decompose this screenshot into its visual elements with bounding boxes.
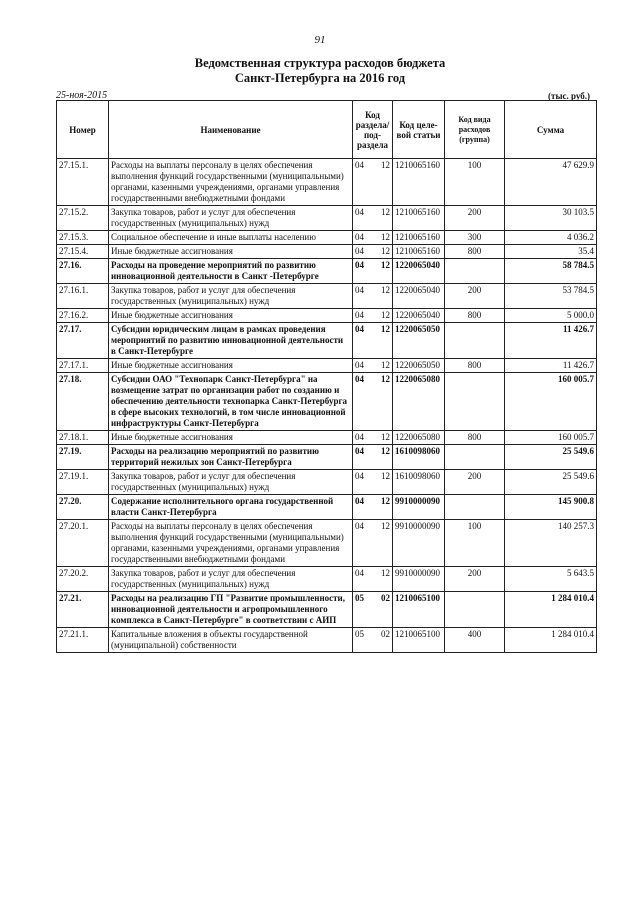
header-number: Номер (57, 101, 109, 159)
row-article-code: 1220065040 (393, 284, 445, 309)
row-number: 27.17.1. (57, 359, 109, 373)
row-article-code: 1610098060 (393, 445, 445, 470)
row-expense-type: 100 (445, 520, 505, 567)
row-expense-type: 800 (445, 245, 505, 259)
table-row (57, 231, 597, 245)
row-article-code: 9910000090 (393, 567, 445, 592)
row-name: Содержание исполнительного органа государственной власти Санкт-Петербурга (109, 495, 353, 520)
row-article-code: 1210065160 (393, 206, 445, 231)
section-code: 04 (355, 324, 364, 334)
row-article-code: 1210065100 (393, 592, 445, 628)
row-sum: 58 784.5 (505, 259, 597, 284)
budget-table (56, 100, 597, 653)
row-name: Расходы на реализацию мероприятий по развитию территорий нежилых зон Санкт-Петербурга (109, 445, 353, 470)
row-article-code: 1210065100 (393, 628, 445, 653)
row-section-code (353, 567, 393, 592)
row-name: Закупка товаров, работ и услуг для обеспечения государственных (муниципальных) нужд (109, 284, 353, 309)
header-section-code: Код раздела/ под-раздела (353, 101, 393, 159)
row-section-code (353, 259, 393, 284)
subsection-code: 12 (381, 246, 390, 256)
section-code: 04 (355, 521, 364, 531)
subsection-code: 12 (381, 160, 390, 170)
row-section-code (353, 206, 393, 231)
row-expense-type: 200 (445, 206, 505, 231)
row-article-code: 9910000090 (393, 495, 445, 520)
row-number: 27.15.3. (57, 231, 109, 245)
row-sum: 4 036.2 (505, 231, 597, 245)
row-expense-type: 800 (445, 359, 505, 373)
header-name: Наименование (109, 101, 353, 159)
subsection-code: 12 (381, 471, 390, 481)
subsection-code: 12 (381, 432, 390, 442)
row-name: Закупка товаров, работ и услуг для обеспечения государственных (муниципальных) нужд (109, 567, 353, 592)
section-code: 04 (355, 360, 364, 370)
subsection-code: 12 (381, 285, 390, 295)
row-sum: 5 643.5 (505, 567, 597, 592)
row-name: Иные бюджетные ассигнования (109, 245, 353, 259)
row-section-code (353, 470, 393, 495)
table-header-row (57, 101, 597, 159)
subsection-code: 12 (381, 374, 390, 384)
row-name: Субсидии ОАО "Технопарк Санкт-Петербурга" на возмещение затрат по организации работ по созданию и обеспечению деятельности технопарка Санкт-Петербурга в сфере высоких технологий, в том числе инновационной инфраструктуры Санкт-Петербурга (109, 373, 353, 431)
row-name: Капитальные вложения в объекты государственной (муниципальной) собственности (109, 628, 353, 653)
row-sum: 11 426.7 (505, 323, 597, 359)
row-number: 27.21.1. (57, 628, 109, 653)
row-expense-type (445, 323, 505, 359)
table-row (57, 592, 597, 628)
row-name: Закупка товаров, работ и услуг для обеспечения государственных (муниципальных) нужд (109, 470, 353, 495)
table-row (57, 628, 597, 653)
table-row (57, 245, 597, 259)
row-name: Расходы на выплаты персоналу в целях обеспечения выполнения функций государственными (муниципальными) органами, казенными учреждениями, органами управления государственными внебюджетными фондами (109, 159, 353, 206)
row-number: 27.16. (57, 259, 109, 284)
subsection-code: 12 (381, 446, 390, 456)
table-row (57, 309, 597, 323)
row-article-code: 1220065050 (393, 323, 445, 359)
section-code: 04 (355, 260, 364, 270)
row-sum: 140 257.3 (505, 520, 597, 567)
table-row (57, 445, 597, 470)
row-name: Расходы на реализацию ГП "Развитие промышленности, инновационной деятельности и агропромышленного комплекса в Санкт-Петербурге" в соответствии с АИП (109, 592, 353, 628)
table-row (57, 373, 597, 431)
row-expense-type (445, 495, 505, 520)
subsection-code: 12 (381, 260, 390, 270)
row-number: 27.16.2. (57, 309, 109, 323)
row-number: 27.19. (57, 445, 109, 470)
table-row (57, 431, 597, 445)
row-expense-type: 200 (445, 284, 505, 309)
row-number: 27.15.4. (57, 245, 109, 259)
table-row (57, 159, 597, 206)
row-section-code (353, 592, 393, 628)
row-number: 27.21. (57, 592, 109, 628)
row-article-code: 1220065040 (393, 309, 445, 323)
title-line-2: Санкт-Петербурга на 2016 год (234, 71, 406, 85)
row-sum: 1 284 010.4 (505, 592, 597, 628)
table-row (57, 495, 597, 520)
row-sum: 25 549.6 (505, 445, 597, 470)
row-number: 27.17. (57, 323, 109, 359)
row-section-code (353, 495, 393, 520)
row-name: Иные бюджетные ассигнования (109, 309, 353, 323)
row-article-code: 1210065160 (393, 159, 445, 206)
row-article-code: 1220065080 (393, 431, 445, 445)
table-row (57, 470, 597, 495)
header-article-code: Код целе-вой статьи (393, 101, 445, 159)
subsection-code: 12 (381, 207, 390, 217)
row-section-code (353, 520, 393, 567)
table-row (57, 359, 597, 373)
title-line-1: Ведомственная структура расходов бюджета (194, 56, 446, 70)
row-article-code: 9910000090 (393, 520, 445, 567)
section-code: 04 (355, 207, 364, 217)
row-expense-type: 300 (445, 231, 505, 245)
row-expense-type (445, 259, 505, 284)
section-code: 04 (355, 246, 364, 256)
row-article-code: 1610098060 (393, 470, 445, 495)
row-number: 27.18.1. (57, 431, 109, 445)
row-expense-type: 400 (445, 628, 505, 653)
row-sum: 25 549.6 (505, 470, 597, 495)
subsection-code: 12 (381, 568, 390, 578)
row-section-code (353, 373, 393, 431)
row-section-code (353, 431, 393, 445)
section-code: 04 (355, 232, 364, 242)
row-number: 27.15.2. (57, 206, 109, 231)
section-code: 04 (355, 160, 364, 170)
section-code: 04 (355, 496, 364, 506)
row-section-code (353, 231, 393, 245)
subsection-code: 12 (381, 360, 390, 370)
table-row (57, 520, 597, 567)
subsection-code: 12 (381, 521, 390, 531)
subsection-code: 02 (381, 629, 390, 639)
subsection-code: 12 (381, 324, 390, 334)
row-article-code: 1220065040 (393, 259, 445, 284)
row-section-code (353, 284, 393, 309)
units-label: (тыс. руб.) (548, 91, 590, 101)
row-number: 27.18. (57, 373, 109, 431)
row-name: Расходы на проведение мероприятий по развитию инновационной деятельности в Санкт -Петербурге (109, 259, 353, 284)
section-code: 05 (355, 593, 364, 603)
page-number: 91 (314, 34, 326, 46)
section-code: 04 (355, 471, 364, 481)
row-sum: 160 005.7 (505, 373, 597, 431)
row-name: Социальное обеспечение и иные выплаты населению (109, 231, 353, 245)
row-expense-type (445, 445, 505, 470)
row-name: Иные бюджетные ассигнования (109, 431, 353, 445)
subsection-code: 02 (381, 593, 390, 603)
row-sum: 5 000.0 (505, 309, 597, 323)
section-code: 05 (355, 629, 364, 639)
document-date: 25-ноя-2015 (56, 90, 108, 101)
row-article-code: 1220065050 (393, 359, 445, 373)
row-sum: 53 784.5 (505, 284, 597, 309)
row-expense-type (445, 373, 505, 431)
row-sum: 1 284 010.4 (505, 628, 597, 653)
row-sum: 11 426.7 (505, 359, 597, 373)
row-article-code: 1210065160 (393, 231, 445, 245)
row-sum: 47 629.9 (505, 159, 597, 206)
table-row (57, 284, 597, 309)
row-number: 27.20.2. (57, 567, 109, 592)
row-expense-type: 800 (445, 309, 505, 323)
row-section-code (353, 245, 393, 259)
row-section-code (353, 628, 393, 653)
row-name: Иные бюджетные ассигнования (109, 359, 353, 373)
row-expense-type (445, 592, 505, 628)
row-article-code: 1220065080 (393, 373, 445, 431)
row-sum: 145 900.8 (505, 495, 597, 520)
row-section-code (353, 309, 393, 323)
table-row (57, 206, 597, 231)
row-name: Закупка товаров, работ и услуг для обеспечения государственных (муниципальных) нужд (109, 206, 353, 231)
row-section-code (353, 159, 393, 206)
header-expense-type: Код вида расходов (группа) (445, 101, 505, 159)
row-number: 27.16.1. (57, 284, 109, 309)
section-code: 04 (355, 374, 364, 384)
section-code: 04 (355, 310, 364, 320)
table-row (57, 567, 597, 592)
row-name: Расходы на выплаты персоналу в целях обеспечения выполнения функций государственными (муниципальными) органами, казенными учреждениями, органами управления государственными внебюджетными фондами (109, 520, 353, 567)
row-section-code (353, 445, 393, 470)
header-sum: Сумма (505, 101, 597, 159)
section-code: 04 (355, 568, 364, 578)
row-name: Субсидии юридическим лицам в рамках проведения мероприятий по развитию инновационной деятельности в Санкт-Петербурге (109, 323, 353, 359)
row-section-code (353, 323, 393, 359)
row-article-code: 1210065160 (393, 245, 445, 259)
table-row (57, 259, 597, 284)
row-expense-type: 200 (445, 470, 505, 495)
page-title (0, 56, 640, 86)
row-sum: 160 005.7 (505, 431, 597, 445)
section-code: 04 (355, 432, 364, 442)
row-expense-type: 200 (445, 567, 505, 592)
row-section-code (353, 359, 393, 373)
section-code: 04 (355, 446, 364, 456)
table-row (57, 323, 597, 359)
row-expense-type: 100 (445, 159, 505, 206)
row-number: 27.20.1. (57, 520, 109, 567)
row-sum: 30 103.5 (505, 206, 597, 231)
section-code: 04 (355, 285, 364, 295)
subsection-code: 12 (381, 496, 390, 506)
row-number: 27.20. (57, 495, 109, 520)
row-sum: 35.4 (505, 245, 597, 259)
row-number: 27.19.1. (57, 470, 109, 495)
row-number: 27.15.1. (57, 159, 109, 206)
subsection-code: 12 (381, 232, 390, 242)
subsection-code: 12 (381, 310, 390, 320)
row-expense-type: 800 (445, 431, 505, 445)
